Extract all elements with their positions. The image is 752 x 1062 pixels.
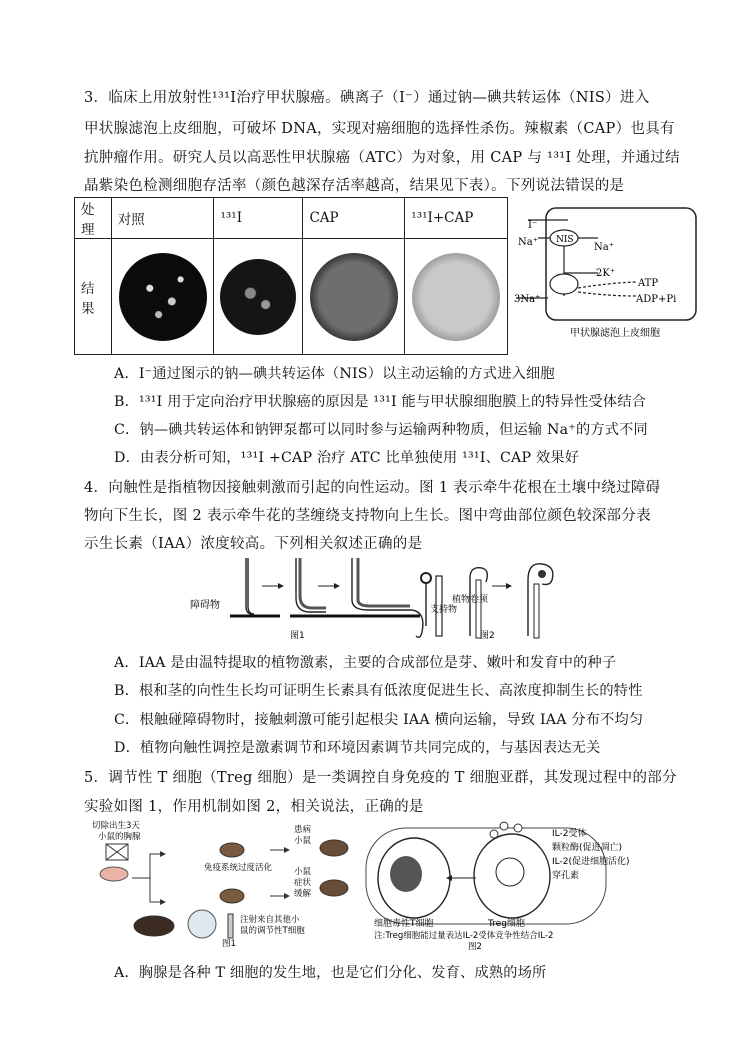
table-header-131i: ¹³¹I (214, 198, 303, 239)
fig1-label: 图1 (290, 631, 305, 641)
relief-label-2: 症状 (294, 878, 312, 888)
stain-image-control (119, 253, 207, 341)
q3-option-d[interactable]: D．由表分析可知，¹³¹I +CAP 治疗 ATC 比单独使用 ¹³¹I、CAP 效果好 (114, 450, 580, 466)
stain-image-cap (310, 253, 398, 341)
diagram-k-label: 2K⁺ (596, 268, 616, 279)
q5-fig1-label: 图1 (222, 939, 236, 949)
table-row-label-treatment: 处理 (75, 198, 112, 239)
tendril-coil-1 (421, 573, 431, 583)
q4-option-b[interactable]: B．根和茎的向性生长均可证明生长素具有低浓度促进生长、高浓度抑制生长的特性 (114, 683, 643, 699)
treg-cells-icon (188, 910, 216, 938)
fig1-cut-line2: 小鼠的胸腺 (98, 832, 141, 842)
relief-label-3: 缓解 (294, 889, 312, 899)
q3-line-4: 晶紫染色检测细胞存活率（颜色越深存活率越高，结果见下表）。下列说法错误的是 (84, 178, 625, 194)
q4-line-1: 4．向触性是指植物因接触刺激而引起的向性运动。图 1 表示牵牛花根在土壤中绕过障碍 (84, 480, 661, 496)
immune-overactive-label: 免疫系统过度活化 (204, 863, 273, 873)
fig2-note: 注:Treg细胞能过量表达IL-2受体竞争性结合IL-2 (374, 931, 554, 941)
result-control-cell (111, 239, 214, 355)
table-row-label-result: 结果 (75, 239, 112, 355)
q3-line-1: 3．临床上用放射性¹³¹I治疗甲状腺癌。碘离子（I⁻）通过钠—碘共转运体（NIS）进入 (84, 90, 650, 106)
q3-line-2: 甲状腺滤泡上皮细胞，可破坏 DNA，实现对癌细胞的选择性杀伤。辣椒素（CAP）也具有 (84, 121, 675, 137)
q3-option-b[interactable]: B．¹³¹I 用于定向治疗甲状腺癌的原因是 ¹³¹I 能与甲状腺细胞膜上的特异性受体结合 (114, 394, 647, 410)
root-stage-3 (352, 558, 423, 637)
relief-label-1: 小鼠 (294, 867, 312, 877)
support-label: 支持物 (430, 605, 458, 615)
q5-line-2: 实验如图 1，作用机制如图 2，相关说法，正确的是 (84, 799, 424, 815)
diagram-na-out-label: Na⁺ (594, 242, 614, 253)
diagram-i-label: I⁻ (528, 220, 538, 231)
diagram-caption: 甲状腺滤泡上皮细胞 (570, 328, 660, 339)
sick-label-1: 患病 (294, 825, 312, 835)
legend-il2: IL-2(促进细胞活化) (552, 857, 630, 867)
q5-fig2-label: 图2 (468, 942, 482, 952)
q5-option-a[interactable]: A．胸腺是各种 T 细胞的发生地，也是它们分化、发育、成熟的场所 (114, 965, 547, 981)
root-stage-1 (246, 558, 254, 614)
table-header-131i-cap: ¹³¹I+CAP (405, 198, 508, 239)
inject-label-1: 注射来自其他小 (240, 915, 300, 925)
q3-line-3: 抗肿瘤作用。研究人员以高恶性甲状腺癌（ATC）为对象，用 CAP 与 ¹³¹I 处理，并通过结 (84, 150, 680, 166)
q5-figure (84, 818, 684, 952)
inject-label-2: 鼠的调节性T细胞 (240, 926, 305, 936)
legend-perforin: 穿孔素 (552, 871, 580, 881)
result-131i-cell (214, 239, 303, 355)
nis-transport-diagram (508, 198, 708, 348)
fig1-cut-line1: 切除出生3天 (92, 821, 140, 831)
stain-image-131i (220, 259, 296, 335)
q4-line-3: 示生长素（IAA）浓度较高。下列相关叙述正确的是 (84, 536, 423, 552)
mouse-icon-2 (220, 889, 244, 903)
diagram-atp-label: ATP (638, 278, 659, 289)
cytotoxic-label: 细胞毒性T细胞 (374, 919, 434, 929)
diagram-na3-label: 3Na⁺ (514, 294, 541, 305)
mouse-icon-1 (220, 843, 244, 857)
q4-line-2: 物向下生长，图 2 表示牵牛花的茎缠绕支持物向上生长。图中弯曲部位颜色较深部分表 (84, 508, 651, 524)
legend-il2-receptor: IL-2受体 (552, 829, 587, 839)
q3-option-c[interactable]: C．钠—碘共转运体和钠钾泵都可以同时参与运输两种物质，但运输 Na⁺的方式不同 (114, 422, 648, 438)
q4-figure (190, 556, 570, 656)
diagram-na-in-label: Na⁺ (518, 237, 538, 248)
recovered-mouse-icon (320, 880, 348, 896)
q4-option-a[interactable]: A．IAA 是由温特提取的植物激素，主要的合成部位是芽、嫩叶和发育中的种子 (114, 655, 617, 671)
q4-option-d[interactable]: D．植物向触性调控是激素调节和环境因素调节共同完成的，与基因表达无关 (114, 740, 601, 756)
obstacle-label: 障碍物 (190, 600, 220, 611)
q4-option-c[interactable]: C．根触碰障碍物时，接触刺激可能引起根尖 IAA 横向运输，导致 IAA 分布不均匀 (114, 712, 644, 728)
donor-mouse-icon (134, 916, 174, 936)
fig2-label: 图2 (480, 631, 495, 641)
na-k-pump (550, 274, 578, 294)
q3-option-a[interactable]: A．I⁻通过图示的钠—碘共转运体（NIS）以主动运输的方式进入细胞 (114, 366, 555, 382)
q5-line-1: 5．调节性 T 细胞（Treg 细胞）是一类调控自身免疫的 T 细胞亚群，其发现过程中的部分 (84, 770, 677, 786)
syringe-icon (228, 914, 233, 938)
treg-nucleus (496, 858, 524, 886)
diagram-adp-label: ADP+Pi (636, 294, 677, 305)
diagram-nis-label: NIS (556, 235, 574, 245)
table-header-cap: CAP (303, 198, 405, 239)
result-131i-cap-cell (405, 239, 508, 355)
sick-mouse-icon (320, 840, 348, 856)
tendril-label: 植物卷须 (452, 595, 489, 605)
legend-granzyme: 颗粒酶(促进凋亡) (552, 843, 623, 853)
q3-results-table (74, 197, 508, 355)
treg-label: Treg细胞 (488, 919, 525, 929)
result-cap-cell (303, 239, 405, 355)
table-header-control: 对照 (111, 198, 214, 239)
stain-image-131i-cap (412, 253, 500, 341)
cytotoxic-nucleus (390, 856, 422, 892)
newborn-mouse-icon (100, 867, 128, 881)
sick-label-2: 小鼠 (294, 836, 312, 846)
